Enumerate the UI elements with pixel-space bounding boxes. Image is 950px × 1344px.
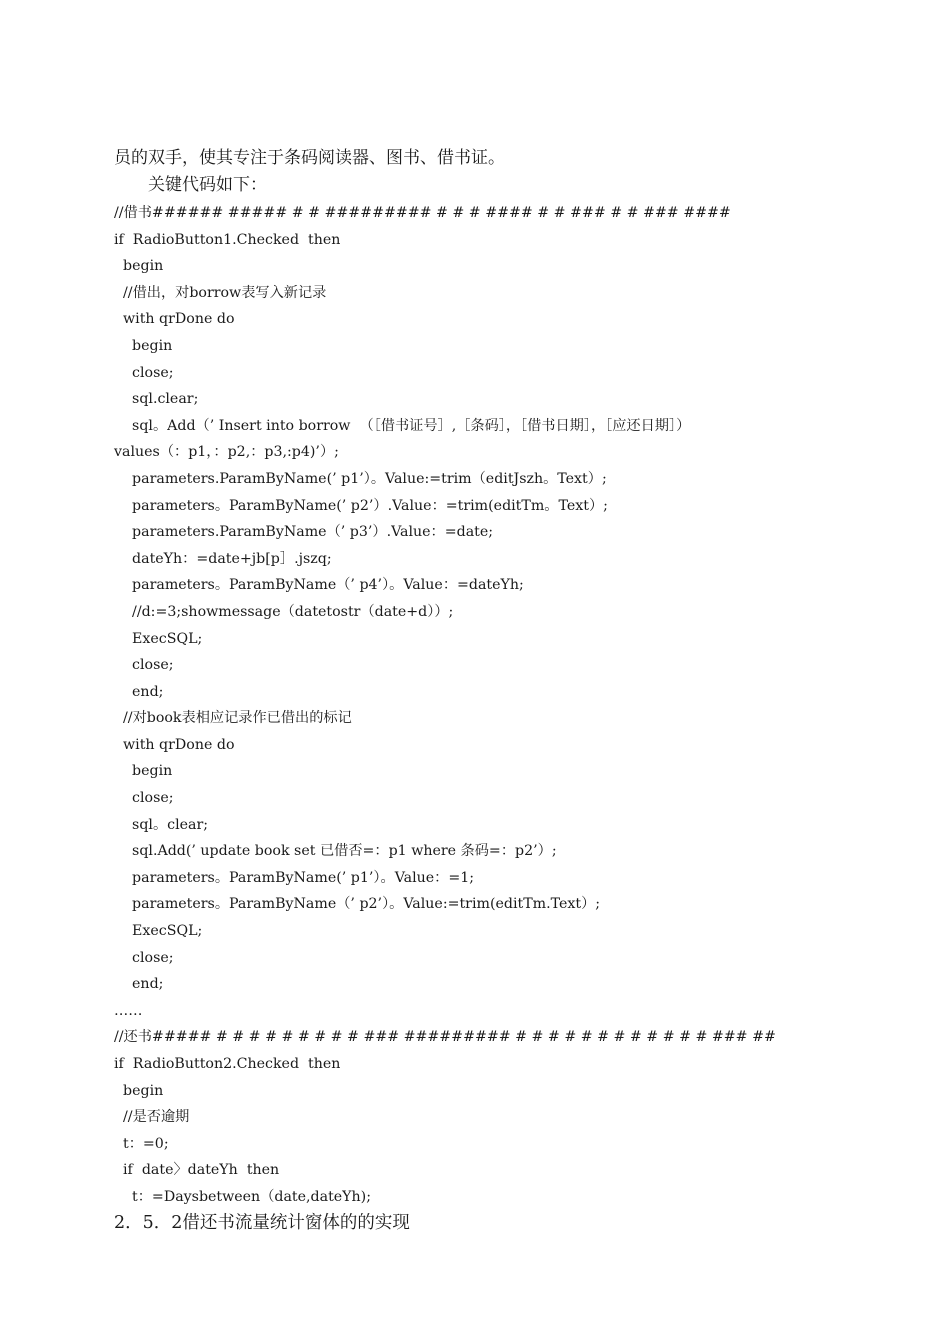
code-line: close; bbox=[114, 949, 174, 966]
code-listing bbox=[114, 200, 914, 1211]
code-line: …… bbox=[114, 1002, 143, 1019]
code-line: t：=Daysbetween（date,dateYh); bbox=[114, 1188, 371, 1205]
code-line: //对book表相应记录作已借出的标记 bbox=[114, 710, 352, 727]
code-line: with qrDone do bbox=[114, 311, 235, 328]
code-line: end; bbox=[114, 976, 164, 993]
code-line: //还书##### # # # # # # # # # ### ######### # # # # # # # # # # # # ### ## bbox=[114, 1029, 776, 1046]
code-line: dateYh：=date+jb[p］.jszq; bbox=[114, 550, 332, 567]
code-line: close; bbox=[114, 790, 174, 807]
code-line: values（：p1，：p2,：p3,:p4)’）; bbox=[114, 444, 339, 461]
code-line: if RadioButton2.Checked then bbox=[114, 1056, 341, 1072]
code-line: //是否逾期 bbox=[114, 1109, 190, 1126]
code-line: begin bbox=[114, 1082, 164, 1099]
code-line: begin bbox=[114, 337, 173, 354]
code-line: sql.Add(’ update book set 已借否=：p1 where 条码=：p2’）; bbox=[114, 843, 557, 860]
code-line: begin bbox=[114, 258, 164, 275]
code-line: close; bbox=[114, 364, 174, 381]
code-line: begin bbox=[114, 763, 173, 780]
code-line: //借书###### ##### # # ######### # # # #### # # ### # # ### #### bbox=[114, 205, 731, 221]
code-line: with qrDone do bbox=[114, 736, 235, 753]
code-line: parameters。ParamByName（’ p2’）。Value:=trim(editTm.Text）; bbox=[114, 896, 601, 913]
intro-paragraph: 员的双手，使其专注于条码阅读器、图书、借书证。 bbox=[114, 148, 505, 168]
code-line: parameters。ParamByName(’ p1’）。Value：=1; bbox=[114, 869, 475, 886]
code-line: sql.clear; bbox=[114, 391, 199, 408]
code-line: parameters。ParamByName(’ p2’）.Value：=trim(editTm。Text）; bbox=[114, 497, 608, 514]
code-line: ExecSQL; bbox=[114, 923, 203, 940]
lead-in-text: 关键代码如下： bbox=[148, 175, 267, 195]
code-line: //d:=3;showmessage（datetostr（date+d））; bbox=[114, 603, 454, 620]
code-line: sql。clear; bbox=[114, 816, 209, 833]
code-line: //借出，对borrow表写入新记录 bbox=[114, 284, 327, 301]
code-line: ExecSQL; bbox=[114, 630, 203, 647]
code-line: close; bbox=[114, 657, 174, 674]
code-line: t：=0; bbox=[114, 1135, 169, 1152]
code-line: if RadioButton1.Checked then bbox=[114, 231, 341, 248]
code-line: if date〉dateYh then bbox=[114, 1162, 280, 1179]
code-line: parameters.ParamByName（’ p3’）.Value：=date; bbox=[114, 524, 494, 541]
section-heading: 2．5．2借还书流量统计窗体的的实现 bbox=[114, 1213, 410, 1233]
code-line: parameters.ParamByName(’ p1’）。Value:=trim（editJszh。Text）; bbox=[114, 470, 607, 487]
code-line: sql。Add（’ Insert into borrow （［借书证号］,［条码］，［借书日期］，［应还日期］） bbox=[114, 417, 691, 434]
code-line: end; bbox=[114, 683, 164, 700]
code-line: parameters。ParamByName（’ p4’）。Value：=dateYh; bbox=[114, 577, 524, 594]
